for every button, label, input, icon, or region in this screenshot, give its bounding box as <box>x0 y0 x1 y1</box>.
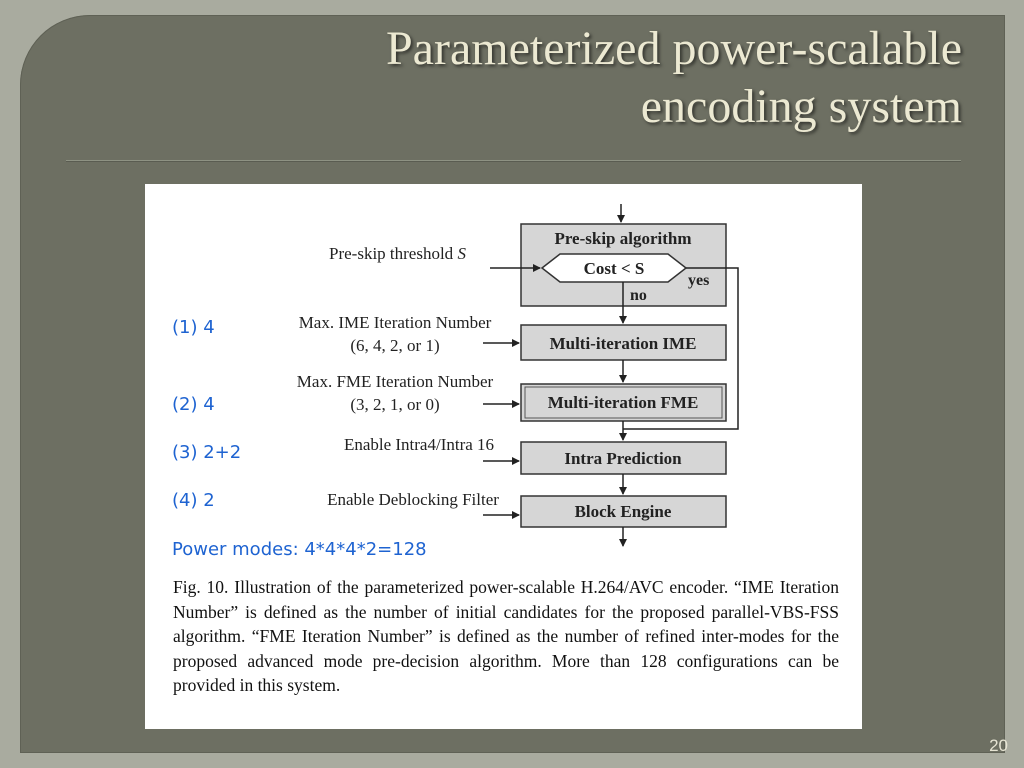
title-line-2: encoding system <box>640 80 962 133</box>
slide-title <box>62 20 962 136</box>
fme-input-line2: (3, 2, 1, or 0) <box>350 395 440 414</box>
flowchart-diagram <box>145 184 862 574</box>
intra-input-label: Enable Intra4/Intra 16 <box>343 435 495 454</box>
ime-input-line1: Max. IME Iteration Number <box>298 313 492 332</box>
title-line-1: Parameterized power-scalable <box>385 22 962 75</box>
ime-iterations-note: (1) 4 <box>172 317 215 338</box>
intra-modes-note: (3) 2+2 <box>172 442 242 463</box>
preskip-input-label: Pre-skip threshold S <box>329 244 466 263</box>
ime-input-line2: (6, 4, 2, or 1) <box>350 336 440 355</box>
yes-label: yes <box>688 272 710 289</box>
figure-caption: Fig. 10. Illustration of the parameterized power-scalable H.264/AVC encoder. “IME Iteration Number” is defined as the number of initial candidates for the proposed parallel-VBS-FSS algorithm. “FME Iteration Number” is defined as the number of refined inter-modes for the proposed advanced mode pre-decision algorithm. More than 128 configurations can be provided in this system. <box>173 577 839 696</box>
fme-iterations-note: (2) 4 <box>172 394 215 415</box>
title-divider <box>66 160 961 162</box>
deblock-modes-note: (4) 2 <box>172 490 215 511</box>
ime-block-label: Multi-iteration IME <box>549 334 697 353</box>
block-engine-label: Block Engine <box>574 502 672 521</box>
power-modes-note: Power modes: 4*4*4*2=128 <box>172 539 427 560</box>
page-number: 20 <box>989 736 1008 755</box>
preskip-block-title: Pre-skip algorithm <box>554 229 692 248</box>
deblock-input-label: Enable Deblocking Filter <box>327 490 499 509</box>
no-label: no <box>630 287 647 304</box>
decision-label: Cost < S <box>583 259 645 278</box>
intra-block-label: Intra Prediction <box>564 449 682 468</box>
fme-block-label: Multi-iteration FME <box>547 393 699 412</box>
fme-input-line1: Max. FME Iteration Number <box>296 372 494 391</box>
flowchart-figure <box>145 184 862 729</box>
